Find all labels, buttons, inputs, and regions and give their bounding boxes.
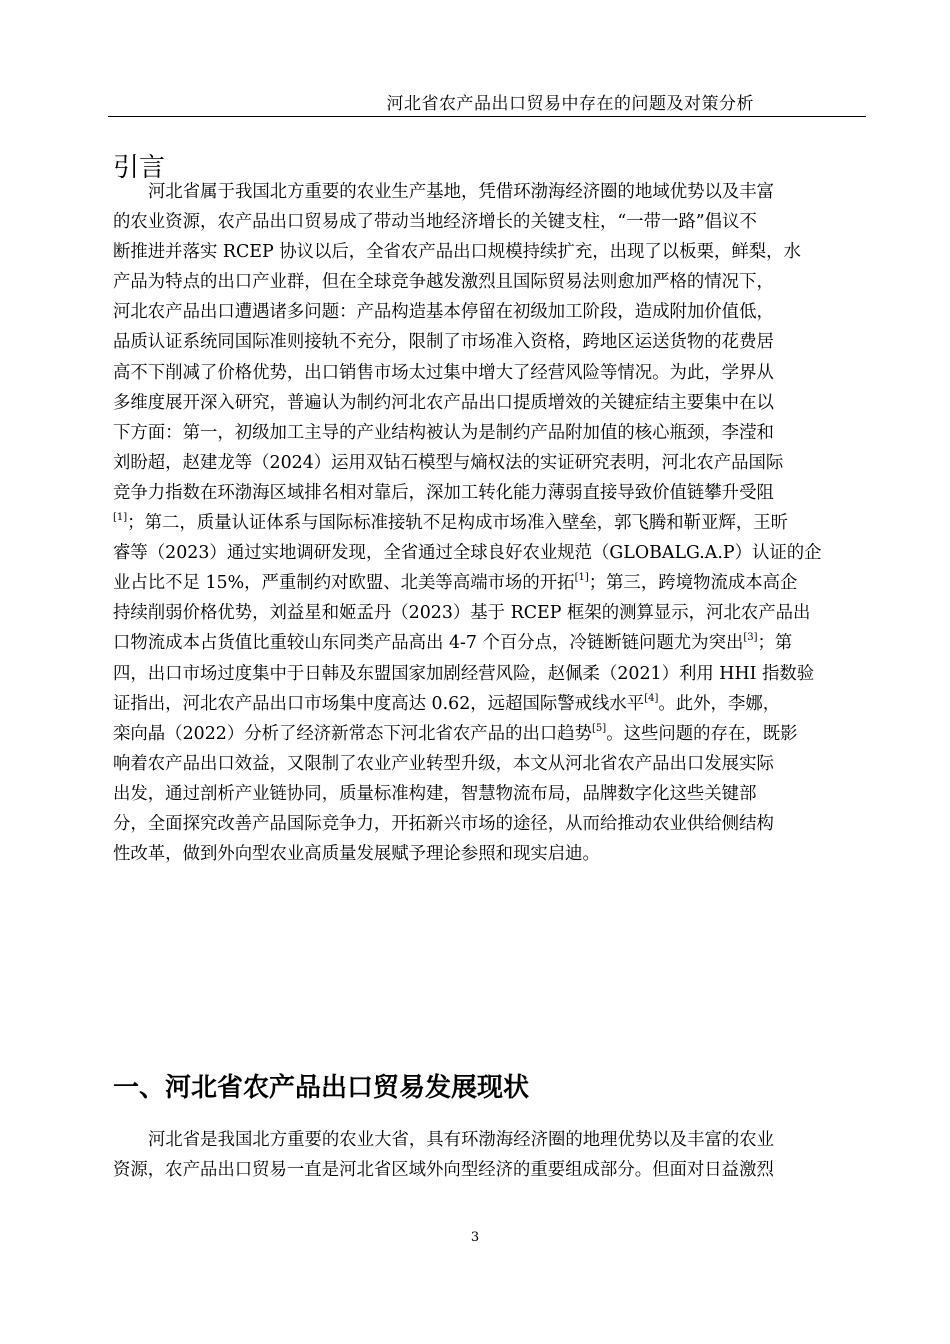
text-line: 响着农产品出口效益，又限制了农业产业转型升级，本文从河北省农产品出口发展实际 xyxy=(113,753,774,774)
citation: [3] xyxy=(743,632,758,644)
section1-paragraph xyxy=(113,1125,840,1185)
text-line: 持续削弱价格优势，刘益星和姬孟丹（2023）基于 RCEP 框架的测算显示，河北农产品出 xyxy=(113,603,811,624)
citation: [1] xyxy=(574,572,589,584)
text-line: 产品为特点的出口产业群，但在全球竞争越发激烈且国际贸易法则愈加严格的情况下， xyxy=(113,272,774,293)
text-line: 河北农产品出口遭遇诸多问题：产品构造基本停留在初级加工阶段，造成附加价值低， xyxy=(113,302,774,323)
text-line: 河北省是我国北方重要的农业大省，具有环渤海经济圈的地理优势以及丰富的农业 xyxy=(148,1130,775,1150)
running-header: 河北省农产品出口贸易中存在的问题及对策分析 xyxy=(386,94,754,114)
intro-heading: 引言 xyxy=(113,153,166,183)
text-line: 竞争力指数在环渤海区域排名相对靠后，深加工转化能力薄弱直接导致价值链攀升受阻 xyxy=(113,482,774,503)
text-line: 多维度展开深入研究，普遍认为制约河北农产品出口提质增效的关键症结主要集中在以 xyxy=(113,392,774,413)
text-line: 业占比不足 15%，严重制约对欧盟、北美等高端市场的开拓[1]；第三，跨境物流成本高企 xyxy=(113,572,798,594)
text-line: 高不下削减了价格优势，出口销售市场太过集中增大了经营风险等情况。为此，学界从 xyxy=(113,362,774,383)
page-number: 3 xyxy=(470,1230,480,1245)
section-heading: 一、河北省农产品出口贸易发展现状 xyxy=(113,1073,530,1103)
text-line: 资源，农产品出口贸易一直是河北省区域外向型经济的重要组成部分。但面对日益激烈 xyxy=(113,1160,774,1181)
text-line: 睿等（2023）通过实地调研发现，全省通过全球良好农业规范（GLOBALG.A.P）认证的企 xyxy=(113,543,822,564)
text-line: 河北省属于我国北方重要的农业生产基地，凭借环渤海经济圈的地域优势以及丰富 xyxy=(148,182,775,202)
text-line: 断推进并落实 RCEP 协议以后，全省农产品出口规模持续扩充，出现了以板栗，鲜梨，水 xyxy=(113,242,801,263)
citation: [5] xyxy=(592,722,607,734)
text-line: 的农业资源，农产品出口贸易成了带动当地经济增长的关键支柱，“一带一路”倡议不 xyxy=(113,212,757,233)
text-line: 栾向晶（2022）分析了经济新常态下河北省农产品的出口趋势[5]。这些问题的存在，既影 xyxy=(113,722,798,744)
header-rule xyxy=(108,116,866,117)
intro-paragraph xyxy=(113,177,840,869)
text-line: 刘盼超，赵建龙等（2024）运用双钻石模型与熵权法的实证研究表明，河北农产品国际 xyxy=(113,452,784,473)
text-line: 分，全面探究改善产品国际竞争力，开拓新兴市场的途径，从而给推动农业供给侧结构 xyxy=(113,813,774,834)
citation: [4] xyxy=(644,692,659,704)
text-line: 性改革，做到外向型农业高质量发展赋予理论参照和现实启迪。 xyxy=(113,844,600,865)
text-line: 口物流成本占货值比重较山东同类产品高出 4-7 个百分点，冷链断链问题尤为突出[3]；第 xyxy=(113,632,793,654)
text-line: 出发，通过剖析产业链协同，质量标准构建，智慧物流布局，品牌数字化这些关键部 xyxy=(113,783,757,804)
text-line: 下方面：第一，初级加工主导的产业结构被认为是制约产品附加值的核心瓶颈，李滢和 xyxy=(113,422,774,443)
text-line: 品质认证系统同国际准则接轨不充分，限制了市场准入资格，跨地区运送货物的花费居 xyxy=(113,332,774,353)
citation: [1] xyxy=(113,512,128,524)
text-line: [1]；第二，质量认证体系与国际标准接轨不足构成市场准入壁垒，郭飞腾和靳亚辉，王昕 xyxy=(113,512,789,534)
text-line: 四，出口市场过度集中于日韩及东盟国家加剧经营风险，赵佩柔（2021）利用 HHI 指数验 xyxy=(113,663,815,684)
text-line: 证指出，河北农产品出口市场集中度高达 0.62，远超国际警戒线水平[4]。此外，李娜， xyxy=(113,692,781,714)
